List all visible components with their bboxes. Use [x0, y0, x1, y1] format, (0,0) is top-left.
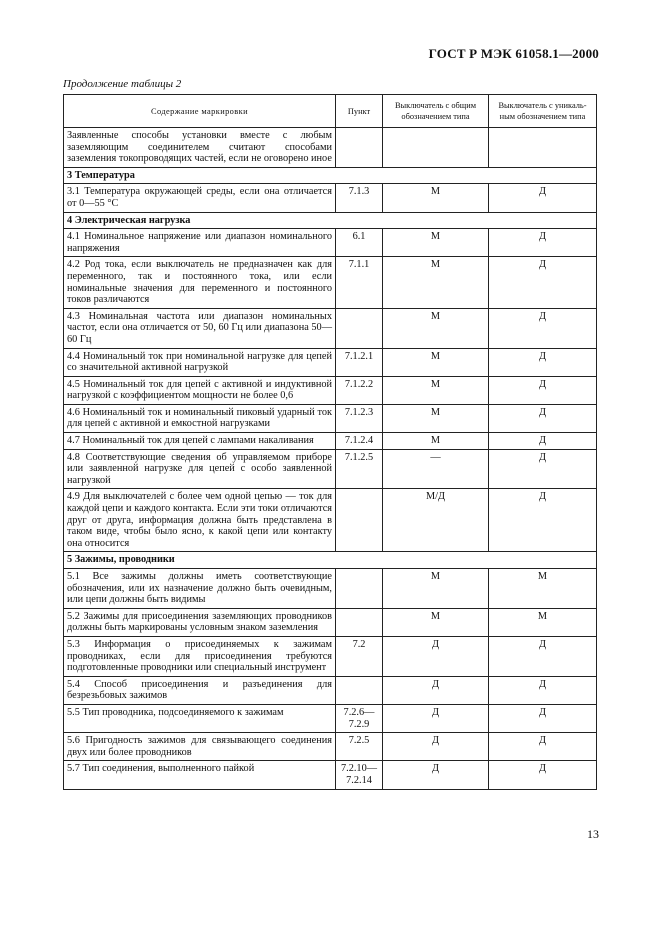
- unique-type-cell: Д: [489, 733, 597, 761]
- table-row: [64, 676, 597, 704]
- table-continuation-caption: Продолжение таблицы 2: [63, 78, 182, 90]
- table-row: [64, 761, 597, 789]
- table-row: [64, 608, 597, 636]
- marking-table: [63, 94, 597, 790]
- marking-content-cell: 4.4 Номинальный ток при номинальной нагрузке для цепей со значительной активной нагрузкой: [64, 348, 336, 376]
- marking-content-cell: 5.5 Тип проводника, подсоединяемого к зажимам: [64, 704, 336, 732]
- section-title: 5 Зажимы, проводники: [64, 552, 597, 569]
- standard-header: ГОСТ Р МЭК 61058.1—2000: [428, 46, 599, 61]
- clause-cell: [336, 489, 383, 552]
- clause-cell: [336, 308, 383, 348]
- unique-type-cell: Д: [489, 676, 597, 704]
- clause-cell: 7.1.3: [336, 184, 383, 212]
- table-row: [64, 433, 597, 450]
- column-header-unique-type: Выключатель с уникаль-ным обозначением типа: [489, 95, 597, 128]
- table-header-row: [64, 95, 597, 128]
- unique-type-cell: Д: [489, 376, 597, 404]
- marking-content-cell: 4.3 Номинальная частота или диапазон номинальных частот, если она отличается от 50, 60 Гц или диапазона 50—60 Гц: [64, 308, 336, 348]
- marking-content-cell: 4.9 Для выключателей с более чем одной цепью — ток для каждой цепи и каждого контакта. Если эти токи отличаются друг от друга, информация должна быть представлена в таком виде, чтобы было ясно, к какой цепи или контакту она относится: [64, 489, 336, 552]
- table-body: [64, 128, 597, 790]
- unique-type-cell: Д: [489, 404, 597, 432]
- table-row: [64, 257, 597, 308]
- unique-type-cell: Д: [489, 636, 597, 676]
- table-row: [64, 704, 597, 732]
- marking-content-cell: Заявленные способы установки вместе с любым заземляющим соединителем считают способами заземления токопроводящих частей, если не оговорено иное: [64, 128, 336, 168]
- general-type-cell: М: [383, 376, 489, 404]
- marking-content-cell: 5.1 Все зажимы должны иметь соответствующие обозначения, или их назначение должно быть очевидным, или цепи должны быть видимы: [64, 569, 336, 609]
- table-section-row: [64, 167, 597, 184]
- table-row: [64, 348, 597, 376]
- marking-content-cell: 5.7 Тип соединения, выполненного пайкой: [64, 761, 336, 789]
- table-row: [64, 308, 597, 348]
- marking-content-cell: 5.6 Пригодность зажимов для связывающего соединения двух или более проводников: [64, 733, 336, 761]
- unique-type-cell: Д: [489, 184, 597, 212]
- general-type-cell: —: [383, 449, 489, 489]
- table-row: [64, 128, 597, 168]
- general-type-cell: М: [383, 404, 489, 432]
- clause-cell: 7.1.1: [336, 257, 383, 308]
- clause-cell: 7.1.2.4: [336, 433, 383, 450]
- unique-type-cell: Д: [489, 704, 597, 732]
- marking-content-cell: 4.1 Номинальное напряжение или диапазон номинального напряжения: [64, 229, 336, 257]
- clause-cell: 7.1.2.1: [336, 348, 383, 376]
- table-row: [64, 636, 597, 676]
- clause-cell: [336, 128, 383, 168]
- marking-content-cell: 4.6 Номинальный ток и номинальный пиковый ударный ток для цепей с активной и емкостной нагрузками: [64, 404, 336, 432]
- marking-content-cell: 4.2 Род тока, если выключатель не предназначен как для переменного, так и постоянного тока, или если номинальные значения для переменного и постоянного токов различаются: [64, 257, 336, 308]
- table-row: [64, 229, 597, 257]
- general-type-cell: М: [383, 257, 489, 308]
- clause-cell: 7.1.2.5: [336, 449, 383, 489]
- clause-cell: 7.2.5: [336, 733, 383, 761]
- unique-type-cell: М: [489, 569, 597, 609]
- unique-type-cell: Д: [489, 449, 597, 489]
- clause-cell: 7.2.6—7.2.9: [336, 704, 383, 732]
- marking-content-cell: 4.7 Номинальный ток для цепей с лампами накаливания: [64, 433, 336, 450]
- general-type-cell: М: [383, 608, 489, 636]
- column-header-content: Содержание маркировки: [64, 95, 336, 128]
- clause-cell: 7.2: [336, 636, 383, 676]
- general-type-cell: М: [383, 229, 489, 257]
- unique-type-cell: Д: [489, 229, 597, 257]
- general-type-cell: М: [383, 308, 489, 348]
- table-row: [64, 569, 597, 609]
- unique-type-cell: Д: [489, 433, 597, 450]
- general-type-cell: М: [383, 569, 489, 609]
- marking-content-cell: 3.1 Температура окружающей среды, если она отличается от 0—55 °С: [64, 184, 336, 212]
- table-row: [64, 376, 597, 404]
- general-type-cell: Д: [383, 676, 489, 704]
- column-header-general-type: Выключатель с общим обозначением типа: [383, 95, 489, 128]
- unique-type-cell: Д: [489, 308, 597, 348]
- table-row: [64, 489, 597, 552]
- unique-type-cell: Д: [489, 257, 597, 308]
- section-title: 3 Температура: [64, 167, 597, 184]
- general-type-cell: М: [383, 184, 489, 212]
- marking-content-cell: 4.5 Номинальный ток для цепей с активной и индуктивной нагрузкой с коэффициентом мощности не более 0,6: [64, 376, 336, 404]
- clause-cell: 6.1: [336, 229, 383, 257]
- general-type-cell: М: [383, 433, 489, 450]
- general-type-cell: Д: [383, 761, 489, 789]
- general-type-cell: Д: [383, 636, 489, 676]
- table-row: [64, 404, 597, 432]
- marking-content-cell: 5.3 Информация о присоединяемых к зажимам проводниках, если для присоединения требуются подготовленные проводники или специальный инструмент: [64, 636, 336, 676]
- column-header-clause: Пункт: [336, 95, 383, 128]
- table-row: [64, 184, 597, 212]
- clause-cell: 7.1.2.3: [336, 404, 383, 432]
- unique-type-cell: Д: [489, 489, 597, 552]
- table-section-row: [64, 212, 597, 229]
- general-type-cell: М: [383, 348, 489, 376]
- clause-cell: [336, 569, 383, 609]
- general-type-cell: [383, 128, 489, 168]
- marking-content-cell: 5.4 Способ присоединения и разъединения для безрезьбовых зажимов: [64, 676, 336, 704]
- unique-type-cell: Д: [489, 348, 597, 376]
- marking-content-cell: 5.2 Зажимы для присоединения заземляющих проводников должны быть маркированы условным знаком заземления: [64, 608, 336, 636]
- clause-cell: [336, 676, 383, 704]
- unique-type-cell: [489, 128, 597, 168]
- marking-content-cell: 4.8 Соответствующие сведения об управляемом приборе или заявленной нагрузке для цепей с особо заявленной нагрузкой: [64, 449, 336, 489]
- general-type-cell: Д: [383, 704, 489, 732]
- table-row: [64, 733, 597, 761]
- clause-cell: 7.1.2.2: [336, 376, 383, 404]
- clause-cell: [336, 608, 383, 636]
- page-number: 13: [587, 827, 599, 841]
- unique-type-cell: Д: [489, 761, 597, 789]
- general-type-cell: М/Д: [383, 489, 489, 552]
- section-title: 4 Электрическая нагрузка: [64, 212, 597, 229]
- general-type-cell: Д: [383, 733, 489, 761]
- table-section-row: [64, 552, 597, 569]
- unique-type-cell: М: [489, 608, 597, 636]
- table-row: [64, 449, 597, 489]
- clause-cell: 7.2.10—7.2.14: [336, 761, 383, 789]
